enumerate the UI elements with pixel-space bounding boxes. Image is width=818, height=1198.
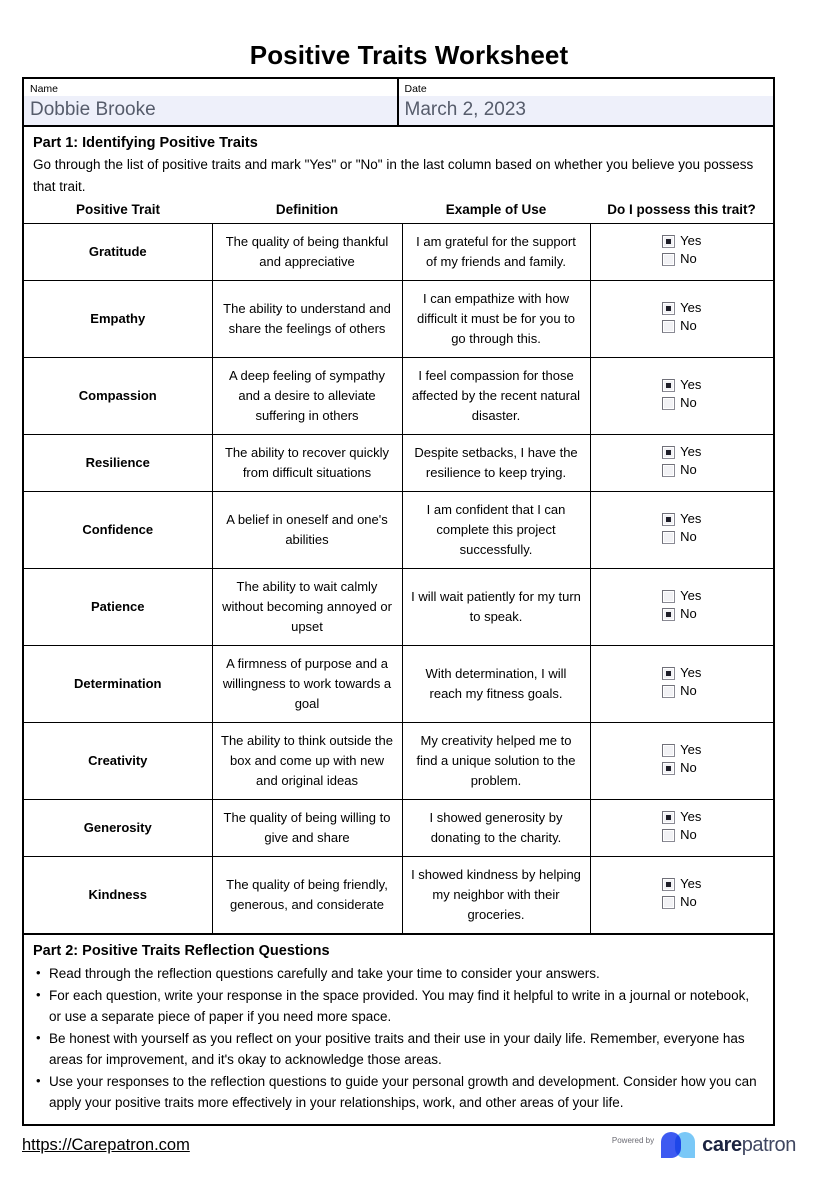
answer-options [662,376,701,412]
checkbox-unchecked-icon[interactable] [662,590,675,603]
checkbox-option-yes[interactable] [662,443,701,461]
powered-by-label: Powered by [611,1136,655,1145]
answer-options [662,741,701,777]
trait-answer-cell [590,281,773,358]
checkbox-unchecked-icon[interactable] [662,685,675,698]
trait-definition-cell: The quality of being friendly, generous, and considerate [212,857,402,934]
trait-answer-cell [590,800,773,857]
checkbox-label-no: No [680,318,697,334]
answer-options [662,510,701,546]
checkbox-option-yes[interactable] [662,299,701,317]
part2-section [24,933,773,1124]
checkbox-label-no: No [680,606,697,622]
trait-definition-cell: The ability to understand and share the feelings of others [212,281,402,358]
table-header-row [24,199,773,224]
checkbox-label-no: No [680,251,697,267]
trait-definition-cell: The quality of being thankful and appreciative [212,224,402,281]
checkbox-label-yes: Yes [680,809,702,825]
trait-name-cell: Patience [24,569,212,646]
trait-answer-cell [590,723,773,800]
answer-options [662,232,701,268]
part1-heading: Part 1: Identifying Positive Traits [33,135,258,151]
table-row [24,857,773,934]
checkbox-unchecked-icon[interactable] [662,320,675,333]
checkbox-checked-icon[interactable] [662,302,675,315]
trait-definition-cell: The ability to think outside the box and come up with new and original ideas [212,723,402,800]
checkbox-label-yes: Yes [680,377,702,393]
traits-table-body [24,224,773,934]
checkbox-unchecked-icon[interactable] [662,397,675,410]
checkbox-label-no: No [680,529,697,545]
page-footer [22,1128,796,1162]
checkbox-option-no[interactable] [662,893,701,911]
part2-heading: Part 2: Positive Traits Reflection Questions [33,943,330,959]
trait-definition-cell: A belief in oneself and one's abilities [212,492,402,569]
checkbox-label-no: No [680,462,697,478]
checkbox-label-no: No [680,894,697,910]
trait-definition-cell: A firmness of purpose and a willingness to work towards a goal [212,646,402,723]
checkbox-label-yes: Yes [680,300,702,316]
name-field-group [24,79,399,125]
table-row [24,492,773,569]
checkbox-label-yes: Yes [680,665,702,681]
checkbox-label-no: No [680,395,697,411]
checkbox-unchecked-icon[interactable] [662,253,675,266]
checkbox-option-yes[interactable] [662,587,701,605]
trait-name-cell: Empathy [24,281,212,358]
checkbox-checked-icon[interactable] [662,878,675,891]
trait-answer-cell [590,435,773,492]
trait-name-cell: Creativity [24,723,212,800]
trait-example-cell: Despite setbacks, I have the resilience to keep trying. [402,435,590,492]
column-header-example: Example of Use [445,202,547,217]
checkbox-option-yes[interactable] [662,664,701,682]
trait-definition-cell: A deep feeling of sympathy and a desire to alleviate suffering in others [212,358,402,435]
page-title: Positive Traits Worksheet [249,40,569,71]
checkbox-option-yes[interactable] [662,875,701,893]
checkbox-label-yes: Yes [680,444,702,460]
checkbox-label-yes: Yes [680,876,702,892]
checkbox-label-yes: Yes [680,742,702,758]
checkbox-unchecked-icon[interactable] [662,531,675,544]
trait-answer-cell [590,358,773,435]
checkbox-label-yes: Yes [680,511,702,527]
checkbox-option-no[interactable] [662,461,701,479]
column-header-answer: Do I possess this trait? [607,202,756,217]
checkbox-checked-icon[interactable] [662,762,675,775]
reflection-bullet: • Use your responses to the reflection questions to guide your personal growth and development. Consider how you can apply your positive traits more effectively in your relationships, work, and other areas of your life. [33,1071,763,1114]
trait-definition-cell: The ability to recover quickly from difficult situations [212,435,402,492]
positive-traits-table [24,199,773,933]
trait-example-cell: I can empathize with how difficult it must be for you to go through this. [402,281,590,358]
table-row [24,723,773,800]
trait-example-cell: I feel compassion for those affected by the recent natural disaster. [402,358,590,435]
checkbox-checked-icon[interactable] [662,446,675,459]
answer-options [662,443,701,479]
answer-options [662,875,701,911]
table-row [24,224,773,281]
checkbox-label-no: No [680,683,697,699]
table-row [24,358,773,435]
reflection-bullet-list [33,963,763,1114]
trait-example-cell: My creativity helped me to find a unique solution to the problem. [402,723,590,800]
answer-options [662,587,701,623]
trait-example-cell: I will wait patiently for my turn to speak. [402,569,590,646]
carepatron-wordmark [702,1133,796,1157]
part1-instructions: Go through the list of positive traits and mark "Yes" or "No" in the last column based on whether you believe you possess that trait. [33,157,754,194]
trait-name-cell: Generosity [24,800,212,857]
checkbox-checked-icon[interactable] [662,811,675,824]
checkbox-checked-icon[interactable] [662,235,675,248]
checkbox-option-yes[interactable] [662,376,701,394]
checkbox-label-yes: Yes [680,588,702,604]
checkbox-option-no[interactable] [662,250,701,268]
checkbox-checked-icon[interactable] [662,379,675,392]
checkbox-label-no: No [680,760,697,776]
trait-definition-cell: The ability to wait calmly without becoming annoyed or upset [212,569,402,646]
identity-band [24,79,773,127]
trait-example-cell: With determination, I will reach my fitness goals. [402,646,590,723]
trait-name-cell: Determination [24,646,212,723]
trait-name-cell: Resilience [24,435,212,492]
answer-options [662,664,701,700]
checkbox-option-no[interactable] [662,394,701,412]
trait-name-cell: Kindness [24,857,212,934]
checkbox-option-yes[interactable] [662,232,701,250]
date-label: Date [404,83,427,95]
column-header-trait: Positive Trait [75,202,161,217]
logo-blob-light [675,1132,695,1158]
trait-example-cell: I showed generosity by donating to the charity. [402,800,590,857]
checkbox-option-yes[interactable] [662,741,701,759]
checkbox-unchecked-icon[interactable] [662,744,675,757]
table-row [24,435,773,492]
checkbox-checked-icon[interactable] [662,667,675,680]
date-field-group [399,79,774,125]
part1-header [24,127,773,199]
trait-name-cell: Gratitude [24,224,212,281]
checkbox-option-no[interactable] [662,682,701,700]
checkbox-option-no[interactable] [662,605,701,623]
checkbox-label-yes: Yes [680,233,702,249]
trait-example-cell: I showed kindness by helping my neighbor with their groceries. [402,857,590,934]
trait-answer-cell [590,569,773,646]
reflection-bullet: • Be honest with yourself as you reflect on your positive traits and their use in your daily life. Remember, everyone has areas for improvement, and it's okay to acknowledge those areas. [33,1028,763,1071]
name-label: Name [30,83,59,95]
checkbox-unchecked-icon[interactable] [662,464,675,477]
name-input[interactable]: Dobbie Brooke [24,96,397,125]
table-row [24,646,773,723]
checkbox-option-no[interactable] [662,528,701,546]
table-row [24,800,773,857]
carepatron-logo-icon [661,1132,695,1158]
table-row [24,281,773,358]
carepatron-website-link[interactable]: https://Carepatron.com [22,1136,190,1154]
checkbox-option-no[interactable] [662,317,701,335]
column-header-definition: Definition [275,202,339,217]
wordmark-light: patron [741,1134,796,1156]
trait-answer-cell [590,224,773,281]
trait-answer-cell [590,646,773,723]
checkbox-option-yes[interactable] [662,808,701,826]
reflection-bullet: • Read through the reflection questions carefully and take your time to consider your answers. [33,963,763,985]
answer-options [662,808,701,844]
trait-example-cell: I am confident that I can complete this project successfully. [402,492,590,569]
table-row [24,569,773,646]
trait-name-cell: Compassion [24,358,212,435]
checkbox-option-no[interactable] [662,826,701,844]
carepatron-branding [612,1132,796,1158]
checkbox-unchecked-icon[interactable] [662,829,675,842]
trait-answer-cell [590,857,773,934]
checkbox-checked-icon[interactable] [662,513,675,526]
trait-example-cell: I am grateful for the support of my friends and family. [402,224,590,281]
trait-name-cell: Confidence [24,492,212,569]
trait-answer-cell [590,492,773,569]
checkbox-option-yes[interactable] [662,510,701,528]
wordmark-bold: care [702,1134,742,1156]
date-input[interactable]: March 2, 2023 [399,96,774,125]
checkbox-checked-icon[interactable] [662,608,675,621]
trait-definition-cell: The quality of being willing to give and share [212,800,402,857]
reflection-bullet: • For each question, write your response in the space provided. You may find it helpful to write in a journal or notebook, or use a separate piece of paper if you need more space. [33,985,763,1028]
checkbox-unchecked-icon[interactable] [662,896,675,909]
worksheet-frame [22,77,775,1126]
checkbox-option-no[interactable] [662,759,701,777]
checkbox-label-no: No [680,827,697,843]
answer-options [662,299,701,335]
